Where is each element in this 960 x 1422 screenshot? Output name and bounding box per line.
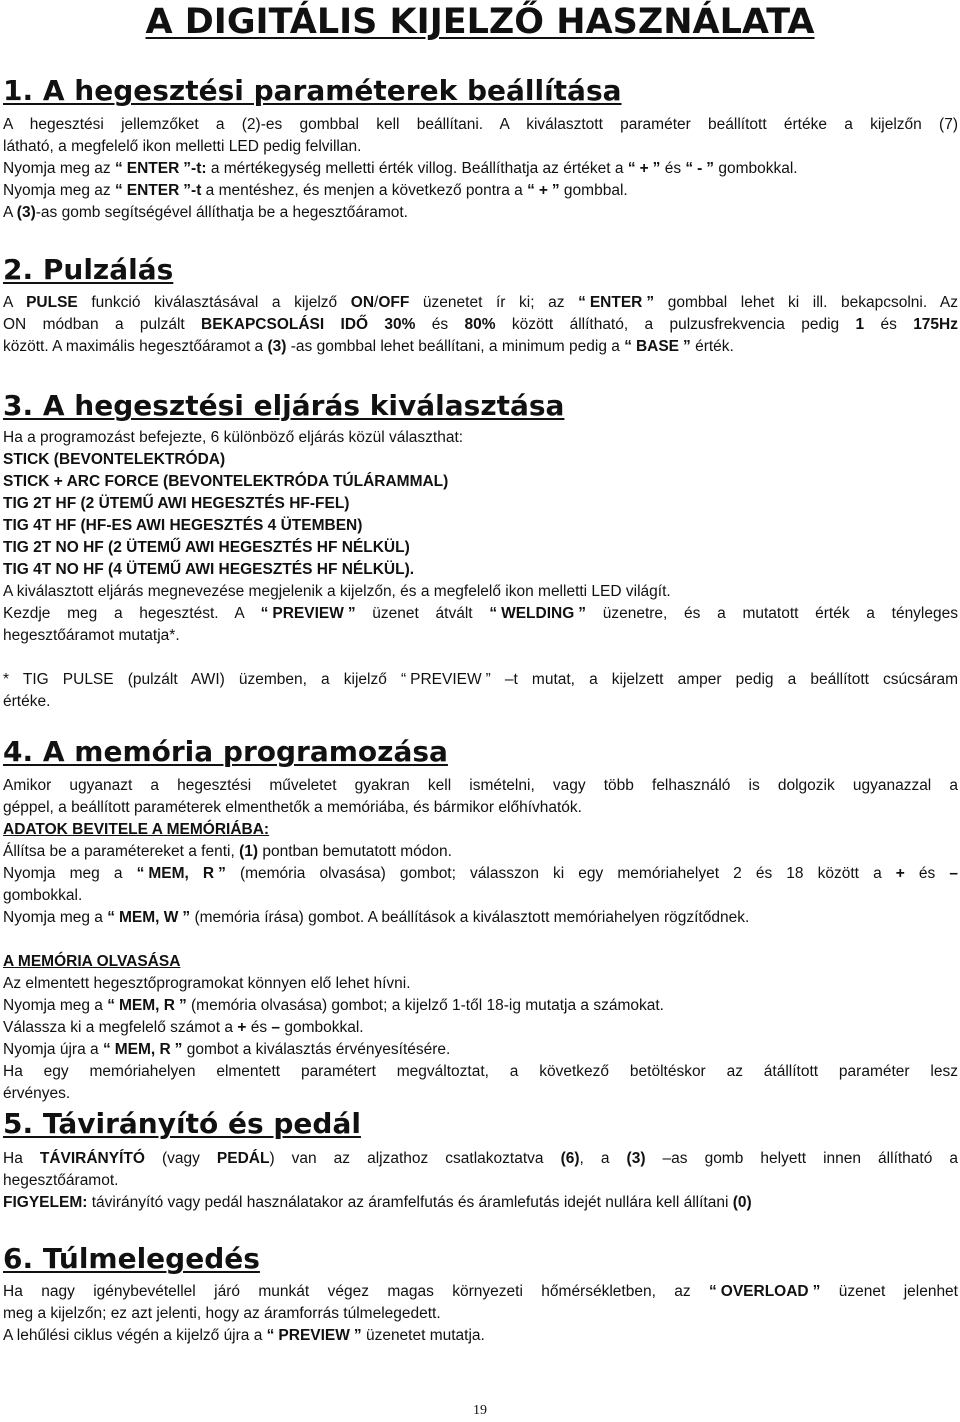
text-run: – — [949, 865, 959, 882]
text-run: Válassza ki a megfelelő számot a — [3, 1019, 238, 1036]
text-run: PULSE — [26, 294, 78, 311]
text-run: + — [237, 1019, 247, 1036]
text-run: ) van az aljzathoz csatlakoztatva — [269, 1150, 561, 1167]
text-run: távirányító vagy pedál használatakor az áramfelfutás és áramlefutás idejét nullára kell állítani — [87, 1194, 733, 1211]
page-title: A DIGITÁLIS KIJELZŐ HASZNÁLATA — [145, 2, 815, 42]
text-run: (vagy — [144, 1150, 217, 1167]
plus-key-label: “ + ” — [527, 182, 560, 199]
paragraph-line — [3, 1281, 958, 1303]
text-run: (3) — [267, 338, 287, 355]
preview-label: “ PREVIEW ” — [261, 605, 356, 622]
mem-r-label: “ MEM, R ” — [103, 1041, 182, 1058]
text-run: -t — [191, 182, 202, 199]
text-run: gombokkal. — [714, 160, 798, 177]
text-run: üzenet jelenhet — [820, 1283, 958, 1300]
section-6-heading: 6. Túlmelegedés — [3, 1242, 260, 1275]
paragraph-line — [3, 1325, 958, 1347]
text-run: , a — [579, 1150, 627, 1167]
text-run: pontban bemutatott módon. — [258, 843, 452, 860]
paragraph-line — [3, 1039, 958, 1061]
plus-key-label: “ + ” — [628, 160, 661, 177]
text-run: (1) — [239, 843, 259, 860]
paragraph-line — [3, 336, 958, 358]
section-4-body — [3, 775, 958, 1105]
preview-label: “ PREVIEW ” — [401, 671, 491, 688]
text-run: gombokkal. — [280, 1019, 364, 1036]
text-run: A — [3, 204, 17, 221]
text-run: között állítható, a pulzusfrekvencia pedig — [495, 316, 856, 333]
process-list-item: TIG 4T HF (HF-ES AWI HEGESZTÉS 4 ÜTEMBEN) — [3, 517, 363, 534]
paragraph-line: hegesztőáramot mutatja*. — [3, 627, 180, 644]
paragraph-line: A kiválasztott eljárás megnevezése megjelenik a kijelzőn, és a megfelelő ikon melletti LED világít. — [3, 583, 671, 600]
paragraph-line — [3, 1148, 958, 1170]
text-run: üzenetet mutatja. — [361, 1327, 485, 1344]
warning-line — [3, 1192, 958, 1214]
text-run: 1 — [855, 316, 865, 333]
text-run: (3) — [16, 204, 36, 221]
paragraph-line: A hegesztési jellemzőket a (2)-es gombbal kell beállítani. A kiválasztott paraméter beállított értéke a kijelzőn (7) — [3, 116, 958, 133]
paragraph-line: látható, a megfelelő ikon melletti LED pedig felvillan. — [3, 138, 362, 155]
paragraph-line: géppel, a beállított paraméterek elmenthetők a memóriába, és bármikor előhívhatók. — [3, 799, 582, 816]
text-run: Nyomja meg a — [3, 997, 108, 1014]
text-run: Ha — [3, 1150, 40, 1167]
text-run: és — [246, 1019, 272, 1036]
footnote-line: értéke. — [3, 693, 51, 710]
text-run: gombot a kiválasztás érvényesítésére. — [182, 1041, 451, 1058]
text-run: Ha nagy igénybevétellel járó munkát végez magas környezeti hőmérsékletben, az — [3, 1283, 710, 1300]
process-list-item: TIG 4T NO HF (4 ÜTEMŰ AWI HEGESZTÉS HF NÉLKÜL). — [3, 561, 415, 578]
text-run: BEKAPCSOLÁSI IDŐ 30% — [201, 316, 416, 333]
process-list-item: TIG 2T NO HF (2 ÜTEMŰ AWI HEGESZTÉS HF NÉLKÜL) — [3, 539, 410, 556]
section-3-body — [3, 427, 958, 713]
section-1-heading: 1. A hegesztési paraméterek beállítása — [3, 74, 622, 107]
text-run: * TIG PULSE (pulzált AWI) üzemben, a kijelző — [3, 671, 401, 688]
paragraph-line — [3, 292, 958, 314]
text-run: (0) — [732, 1194, 752, 1211]
footnote-line — [3, 669, 958, 691]
mem-r-label: “ MEM, R ” — [107, 997, 186, 1014]
process-list-item: STICK (BEVONTELEKTRÓDA) — [3, 451, 226, 468]
text-run: (6) — [560, 1150, 580, 1167]
text-run: (3) — [626, 1150, 646, 1167]
text-run: A lehűlési ciklus végén a kijelző újra a — [3, 1327, 267, 1344]
base-label: “ BASE ” — [624, 338, 691, 355]
paragraph-line: meg a kijelzőn; ez azt jelenti, hogy az áramforrás túlmelegedett. — [3, 1305, 441, 1322]
text-run: Nyomja meg a — [3, 909, 108, 926]
text-run: / — [374, 294, 379, 311]
paragraph-line — [3, 863, 958, 885]
text-run: -as gombbal lehet beállítani, a minimum pedig a — [286, 338, 625, 355]
paragraph-line — [3, 1017, 958, 1039]
text-run: funkció kiválasztásával a kijelző — [77, 294, 351, 311]
paragraph-line — [3, 180, 958, 202]
process-list-item: TIG 2T HF (2 ÜTEMŰ AWI HEGESZTÉS HF-FEL) — [3, 495, 350, 512]
paragraph-line: érvényes. — [3, 1085, 71, 1102]
text-run: és — [864, 316, 914, 333]
paragraph-line — [3, 314, 958, 336]
text-run: (memória olvasása) gombot; a kijelző 1-től 18-ig mutatja a számokat. — [186, 997, 664, 1014]
text-run: –as gomb helyett innen állítható a — [645, 1150, 959, 1167]
paragraph-line — [3, 603, 958, 625]
text-run: + — [895, 865, 905, 882]
paragraph-line — [3, 995, 958, 1017]
text-run: Nyomja meg az — [3, 160, 115, 177]
text-run: gombbal. — [559, 182, 628, 199]
text-run: -as gomb segítségével állíthatja be a hegesztőáramot. — [35, 204, 408, 221]
enter-key-label: “ ENTER ” — [578, 294, 654, 311]
enter-key-label: “ ENTER ” — [115, 160, 191, 177]
text-run: (memória írása) gombot. A beállítások a kiválasztott memóriahelyen rögzítődnek. — [190, 909, 750, 926]
text-run: PEDÁL — [216, 1150, 270, 1167]
text-run: között. A maximális hegesztőáramot a — [3, 338, 268, 355]
welding-label: “ WELDING ” — [489, 605, 586, 622]
text-run: üzenetre, és a mutatott érték a tényleges — [586, 605, 958, 622]
text-run: A — [3, 294, 27, 311]
section-5-heading: 5. Távirányító és pedál — [3, 1107, 361, 1140]
paragraph-line: Az elmentett hegesztőprogramokat könnyen elő lehet hívni. — [3, 975, 411, 992]
text-run: gombbal lehet ki ill. bekapcsolni. Az — [654, 294, 958, 311]
text-run: Kezdje meg a hegesztést. A — [3, 605, 261, 622]
paragraph-line: Amikor ugyanazt a hegesztési műveletet gyakran kell ismételni, vagy több felhasználó is dolgozik ugyanazzal a — [3, 777, 958, 794]
section-3-heading: 3. A hegesztési eljárás kiválasztása — [3, 389, 565, 422]
paragraph-line — [3, 841, 958, 863]
page-number: 19 — [473, 1403, 487, 1418]
warning-label: FIGYELEM: — [3, 1194, 88, 1211]
text-run: -t: — [191, 160, 207, 177]
text-run: 175Hz — [913, 316, 958, 333]
text-run: Állítsa be a paramétereket a fenti, — [3, 843, 240, 860]
paragraph-line: Ha egy memóriahelyen elmentett paramétert megváltoztat, a következő betöltéskor az átállított paraméter lesz — [3, 1063, 958, 1080]
text-run: Nyomja meg az — [3, 182, 115, 199]
enter-key-label: “ ENTER ” — [115, 182, 191, 199]
section-2-body — [3, 292, 958, 358]
text-run: és — [904, 865, 950, 882]
section-5-body — [3, 1148, 958, 1214]
text-run: és — [660, 160, 686, 177]
section-6-body — [3, 1281, 958, 1347]
paragraph-line: hegesztőáramot. — [3, 1172, 119, 1189]
text-run: érték. — [690, 338, 734, 355]
paragraph-line — [3, 158, 958, 180]
subheading: A MEMÓRIA OLVASÁSA — [3, 953, 181, 970]
mem-r-label: “ MEM, R ” — [137, 865, 226, 882]
paragraph-line — [3, 202, 958, 224]
text-run: a mentéshez, és menjen a következő pontra a — [201, 182, 528, 199]
text-run: (memória olvasása) gombot; válasszon ki egy memóriahelyet 2 és 18 között a — [225, 865, 896, 882]
text-run: üzenet átvált — [355, 605, 490, 622]
minus-key-label: “ - ” — [685, 160, 714, 177]
preview-label: “ PREVIEW ” — [267, 1327, 362, 1344]
text-run: ON módban a pulzált — [3, 316, 202, 333]
text-run: Nyomja újra a — [3, 1041, 103, 1058]
section-2-heading: 2. Pulzálás — [3, 253, 174, 286]
text-run: a mértékegység melletti érték villog. Beállíthatja az értéket a — [206, 160, 628, 177]
overload-label: “ OVERLOAD ” — [709, 1283, 820, 1300]
mem-w-label: “ MEM, W ” — [107, 909, 190, 926]
text-run: ON — [350, 294, 375, 311]
text-run: – — [271, 1019, 281, 1036]
text-run: és — [415, 316, 465, 333]
section-4-heading: 4. A memória programozása — [3, 735, 448, 768]
paragraph-line: gombokkal. — [3, 887, 83, 904]
section-1-body — [3, 114, 958, 224]
paragraph-line: Ha a programozást befejezte, 6 különböző eljárás közül választhat: — [3, 429, 464, 446]
paragraph-line — [3, 907, 958, 929]
text-run: Nyomja meg a — [3, 865, 137, 882]
subheading: ADATOK BEVITELE A MEMÓRIÁBA: — [3, 821, 270, 838]
text-run: üzenetet ír ki; az — [409, 294, 579, 311]
process-list-item: STICK + ARC FORCE (BEVONTELEKTRÓDA TÚLÁRAMMAL) — [3, 473, 449, 490]
text-run: OFF — [378, 294, 410, 311]
text-run: TÁVIRÁNYÍTÓ — [39, 1150, 145, 1167]
text-run: 80% — [464, 316, 496, 333]
text-run: –t mutat, a kijelzett amper pedig a beállított csúcsáram — [490, 671, 958, 688]
